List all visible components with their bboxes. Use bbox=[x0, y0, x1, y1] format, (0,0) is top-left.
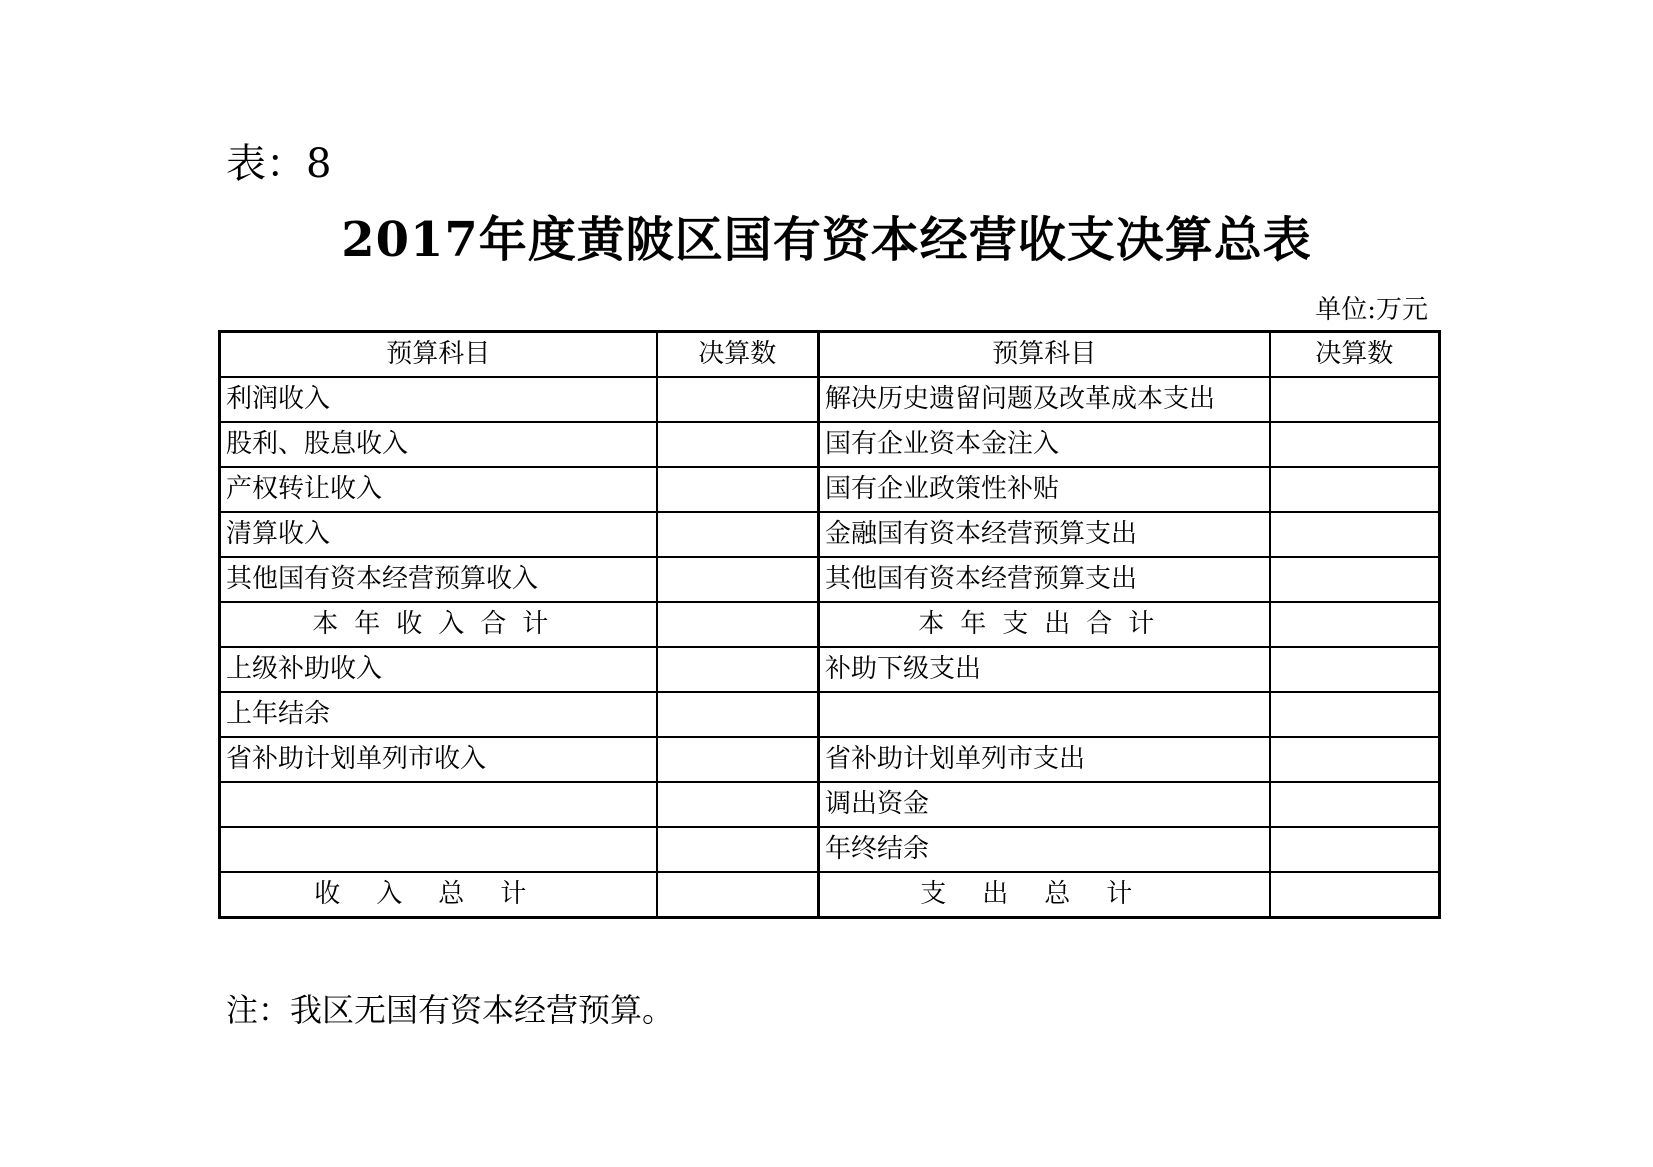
header-right-subject: 预算科目 bbox=[819, 332, 1270, 378]
expense-value bbox=[1270, 512, 1440, 557]
income-item: 上级补助收入 bbox=[220, 647, 657, 692]
income-item: 其他国有资本经营预算收入 bbox=[220, 557, 657, 602]
income-item: 省补助计划单列市收入 bbox=[220, 737, 657, 782]
expense-item: 省补助计划单列市支出 bbox=[819, 737, 1270, 782]
income-value bbox=[657, 467, 819, 512]
unit-label: 单位:万元 bbox=[1315, 295, 1428, 325]
expense-subtotal-label: 本年支出合计 bbox=[819, 602, 1270, 647]
expense-value bbox=[1270, 422, 1440, 467]
income-value bbox=[657, 647, 819, 692]
expense-value bbox=[1270, 557, 1440, 602]
expense-value bbox=[1270, 737, 1440, 782]
table-row bbox=[220, 467, 1440, 512]
income-subtotal-label: 本年收入合计 bbox=[220, 602, 657, 647]
income-value bbox=[657, 827, 819, 872]
footnote: 注：我区无国有资本经营预算。 bbox=[226, 991, 675, 1029]
income-item: 利润收入 bbox=[220, 377, 657, 422]
header-right-amount: 决算数 bbox=[1270, 332, 1440, 378]
income-item: 股利、股息收入 bbox=[220, 422, 657, 467]
expense-value bbox=[1270, 827, 1440, 872]
table-row bbox=[220, 377, 1440, 422]
income-item: 上年结余 bbox=[220, 692, 657, 737]
expense-value bbox=[1270, 692, 1440, 737]
income-item: 产权转让收入 bbox=[220, 467, 657, 512]
table-row bbox=[220, 827, 1440, 872]
budget-summary-table bbox=[218, 330, 1441, 919]
income-item bbox=[220, 782, 657, 827]
income-value bbox=[657, 422, 819, 467]
income-item: 清算收入 bbox=[220, 512, 657, 557]
table-row bbox=[220, 557, 1440, 602]
income-subtotal-value bbox=[657, 602, 819, 647]
expense-item: 国有企业资本金注入 bbox=[819, 422, 1270, 467]
income-value bbox=[657, 557, 819, 602]
total-row bbox=[220, 872, 1440, 918]
expense-item: 调出资金 bbox=[819, 782, 1270, 827]
income-value bbox=[657, 377, 819, 422]
income-value bbox=[657, 737, 819, 782]
expense-item: 国有企业政策性补贴 bbox=[819, 467, 1270, 512]
table-row bbox=[220, 647, 1440, 692]
expense-total-label: 支出总计 bbox=[819, 872, 1270, 918]
table-row bbox=[220, 422, 1440, 467]
expense-item: 年终结余 bbox=[819, 827, 1270, 872]
income-value bbox=[657, 512, 819, 557]
subtotal-row bbox=[220, 602, 1440, 647]
expense-item: 补助下级支出 bbox=[819, 647, 1270, 692]
expense-item: 金融国有资本经营预算支出 bbox=[819, 512, 1270, 557]
income-item bbox=[220, 827, 657, 872]
expense-item bbox=[819, 692, 1270, 737]
table-row bbox=[220, 737, 1440, 782]
expense-value bbox=[1270, 467, 1440, 512]
table-row bbox=[220, 692, 1440, 737]
income-total-label: 收入总计 bbox=[220, 872, 657, 918]
header-left-subject: 预算科目 bbox=[220, 332, 657, 378]
expense-item: 解决历史遗留问题及改革成本支出 bbox=[819, 377, 1270, 422]
expense-value bbox=[1270, 377, 1440, 422]
expense-value bbox=[1270, 647, 1440, 692]
expense-item: 其他国有资本经营预算支出 bbox=[819, 557, 1270, 602]
table-number: 表：8 bbox=[226, 141, 332, 187]
expense-value bbox=[1270, 782, 1440, 827]
expense-subtotal-value bbox=[1270, 602, 1440, 647]
income-value bbox=[657, 692, 819, 737]
income-value bbox=[657, 782, 819, 827]
expense-total-value bbox=[1270, 872, 1440, 918]
table-header-row bbox=[220, 332, 1440, 378]
table-row bbox=[220, 782, 1440, 827]
header-left-amount: 决算数 bbox=[657, 332, 819, 378]
table-row bbox=[220, 512, 1440, 557]
income-total-value bbox=[657, 872, 819, 918]
document-title: 2017年度黄陂区国有资本经营收支决算总表 bbox=[341, 212, 1312, 268]
